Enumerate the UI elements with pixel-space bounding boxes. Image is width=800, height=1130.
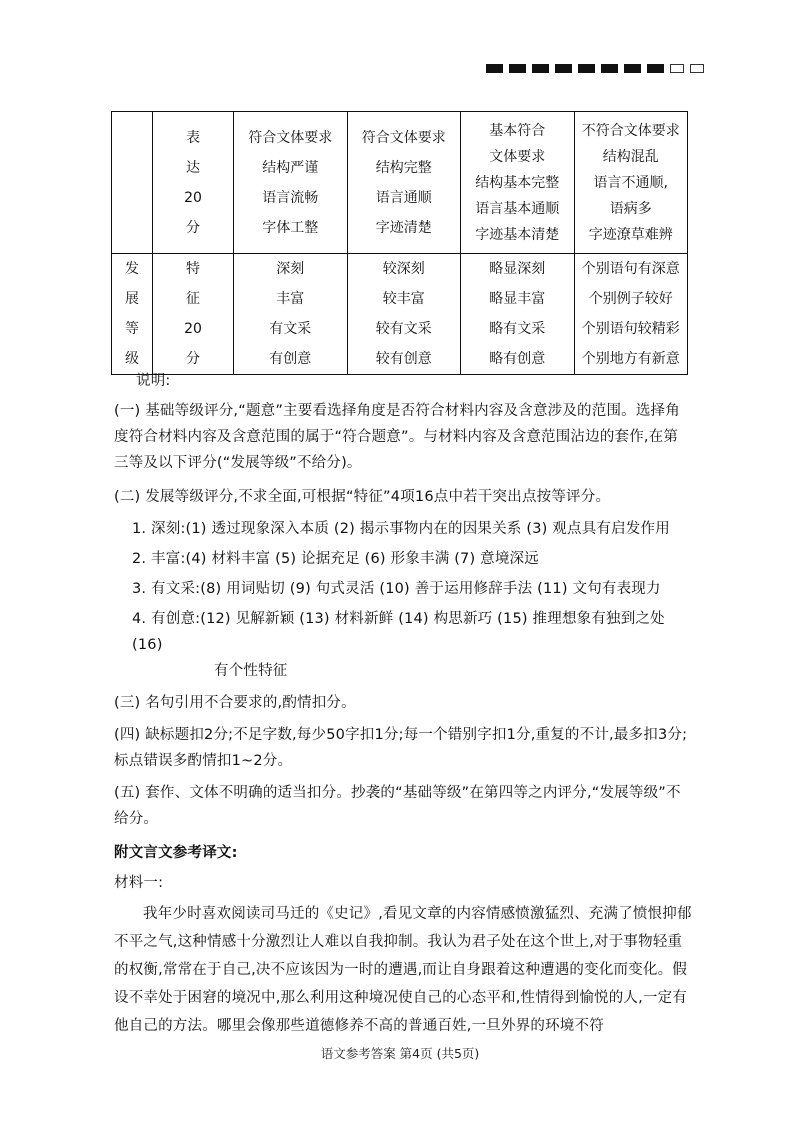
cell-line: 结构严谨 bbox=[262, 159, 319, 176]
table-cell-subcategory bbox=[153, 112, 234, 254]
translation-heading: 附文言文参考译文: bbox=[114, 845, 238, 861]
cell-line: 字迹基本清楚 bbox=[475, 226, 560, 243]
page-mark-filled bbox=[601, 64, 618, 73]
cell-line: 结构基本完整 bbox=[475, 174, 560, 191]
note-item-2: 2. 丰富:(4) 材料丰富 (5) 论据充足 (6) 形象丰满 (7) 意境深远 bbox=[132, 551, 539, 567]
table-cell-category bbox=[112, 112, 153, 254]
note-paragraph-4: (四) 缺标题扣2分;不足字数,每少50字扣1分;每一个错别字扣1分,重复的不计,最多扣3分;标点错误多酌情扣1~2分。 bbox=[114, 727, 688, 769]
cell-line: 表 bbox=[186, 129, 200, 146]
cell-line: 特 bbox=[186, 261, 200, 277]
table-cell-grade-3 bbox=[461, 112, 575, 254]
note-item-3: 3. 有文采:(8) 用词贴切 (9) 句式灵活 (10) 善于运用修辞手法 (11) 文句有表现力 bbox=[132, 581, 661, 597]
page-mark-filled bbox=[555, 64, 572, 73]
cell-line: 字迹潦草难辨 bbox=[588, 226, 673, 243]
cell-line: 略有文采 bbox=[489, 321, 546, 337]
cell-line: 较深刻 bbox=[382, 261, 425, 277]
cell-line: 20 bbox=[184, 321, 202, 337]
cell-line: 分 bbox=[186, 219, 200, 236]
cell-line: 达 bbox=[186, 159, 200, 176]
page-mark-filled bbox=[509, 64, 526, 73]
cell-line: 深刻 bbox=[276, 261, 305, 277]
cell-line: 丰富 bbox=[276, 291, 305, 307]
cell-line: 略显丰富 bbox=[489, 291, 546, 307]
table-cell-grade-3 bbox=[461, 254, 575, 375]
table-row-expression bbox=[112, 112, 688, 254]
cell-line: 语言基本通顺 bbox=[475, 200, 560, 217]
cell-line: 字体工整 bbox=[262, 219, 319, 236]
table-cell-subcategory bbox=[153, 254, 234, 375]
notes-section bbox=[114, 368, 692, 1040]
cell-line: 基本符合 bbox=[489, 122, 546, 139]
cell-line: 结构完整 bbox=[375, 159, 432, 176]
cell-line: 结构混乱 bbox=[602, 148, 659, 165]
cell-line: 语言通顺 bbox=[375, 189, 432, 206]
cell-line: 个别例子较好 bbox=[588, 291, 673, 307]
cell-line: 分 bbox=[186, 351, 200, 367]
cell-line: 有创意 bbox=[269, 351, 312, 367]
cell-line: 发 bbox=[125, 261, 139, 277]
table-cell-grade-4 bbox=[574, 112, 688, 254]
page-mark-filled bbox=[624, 64, 641, 73]
table-cell-grade-4 bbox=[574, 254, 688, 375]
cell-line: 个别地方有新意 bbox=[581, 351, 680, 367]
cell-line: 征 bbox=[186, 291, 200, 307]
cell-line: 等 bbox=[125, 321, 139, 337]
cell-line: 符合文体要求 bbox=[248, 129, 333, 146]
page-mark-filled bbox=[486, 64, 503, 73]
translation-body: 我年少时喜欢阅读司马迁的《史记》,看见文章的内容情感愤激猛烈、充满了愤恨抑郁不平之气,这种情感十分激烈让人难以自我抑制。我认为君子处在这个世上,对于事物轻重的权衡,常常在于自己,决不应该因为一时的遭遇,而让自身跟着这种遭遇的变化而变化。假设不幸处于困窘的境况中,那么利用这种境况使自己的心态平和,性情得到愉悦的人,一定有他自己的方法。哪里会像那些道德修养不高的普通百姓,一旦外界的环境不符 bbox=[114, 906, 692, 1034]
table-cell-grade-1 bbox=[234, 254, 348, 375]
page-mark-filled bbox=[647, 64, 664, 73]
cell-line: 不符合文体要求 bbox=[581, 122, 680, 139]
cell-line: 个别语句较精彩 bbox=[581, 321, 680, 337]
cell-line: 语言流畅 bbox=[262, 189, 319, 206]
page-mark-empty bbox=[670, 64, 684, 73]
table-cell-category bbox=[112, 254, 153, 375]
table-row-development bbox=[112, 254, 688, 375]
page-mark-empty bbox=[690, 64, 704, 73]
note-paragraph-5: (五) 套作、文体不明确的适当扣分。抄袭的“基础等级”在第四等之内评分,“发展等级”不给分。 bbox=[114, 785, 681, 827]
cell-line: 级 bbox=[125, 351, 139, 367]
cell-line: 字迹清楚 bbox=[375, 219, 432, 236]
page-marks bbox=[486, 64, 704, 73]
cell-line: 语言不通顺, bbox=[593, 174, 668, 191]
cell-line: 语病多 bbox=[609, 200, 652, 217]
cell-line: 较有创意 bbox=[375, 351, 432, 367]
grading-table bbox=[111, 111, 688, 375]
page-mark-filled bbox=[532, 64, 549, 73]
table-cell-grade-2 bbox=[347, 112, 461, 254]
cell-line: 有文采 bbox=[269, 321, 312, 337]
cell-line: 个别语句有深意 bbox=[581, 261, 680, 277]
translation-subheading: 材料一: bbox=[114, 875, 164, 891]
cell-line: 略显深刻 bbox=[489, 261, 546, 277]
table-cell-grade-1 bbox=[234, 112, 348, 254]
note-item-1: 1. 深刻:(1) 透过现象深入本质 (2) 揭示事物内在的因果关系 (3) 观点具有启发作用 bbox=[132, 521, 670, 537]
page-footer: 语文参考答案 第4页 (共5页) bbox=[320, 1046, 480, 1061]
note-item-4-continued: 有个性特征 bbox=[214, 663, 288, 679]
cell-line: 展 bbox=[125, 291, 139, 307]
note-item-4: 4. 有创意:(12) 见解新颖 (13) 材料新鲜 (14) 构思新巧 (15) 推理想象有独到之处 (16) bbox=[132, 611, 665, 653]
note-paragraph-1: (一) 基础等级评分,“题意”主要看选择角度是否符合材料内容及含意涉及的范围。选择角度符合材料内容及含意范围的属于“符合题意”。与材料内容及含意范围沾边的套作,在第三等及以下评分(“发展等级”不给分)。 bbox=[114, 403, 680, 471]
cell-line: 20 bbox=[184, 189, 202, 206]
cell-line: 较有文采 bbox=[375, 321, 432, 337]
page-mark-filled bbox=[578, 64, 595, 73]
cell-line: 较丰富 bbox=[382, 291, 425, 307]
cell-line: 符合文体要求 bbox=[361, 129, 446, 146]
cell-line: 文体要求 bbox=[489, 148, 546, 165]
note-paragraph-3: (三) 名句引用不合要求的,酌情扣分。 bbox=[114, 695, 356, 711]
cell-line: 略有创意 bbox=[489, 351, 546, 367]
table-cell-grade-2 bbox=[347, 254, 461, 375]
notes-label: 说明: bbox=[136, 373, 171, 389]
note-paragraph-2: (二) 发展等级评分,不求全面,可根据“特征”4项16点中若干突出点按等评分。 bbox=[114, 489, 611, 505]
